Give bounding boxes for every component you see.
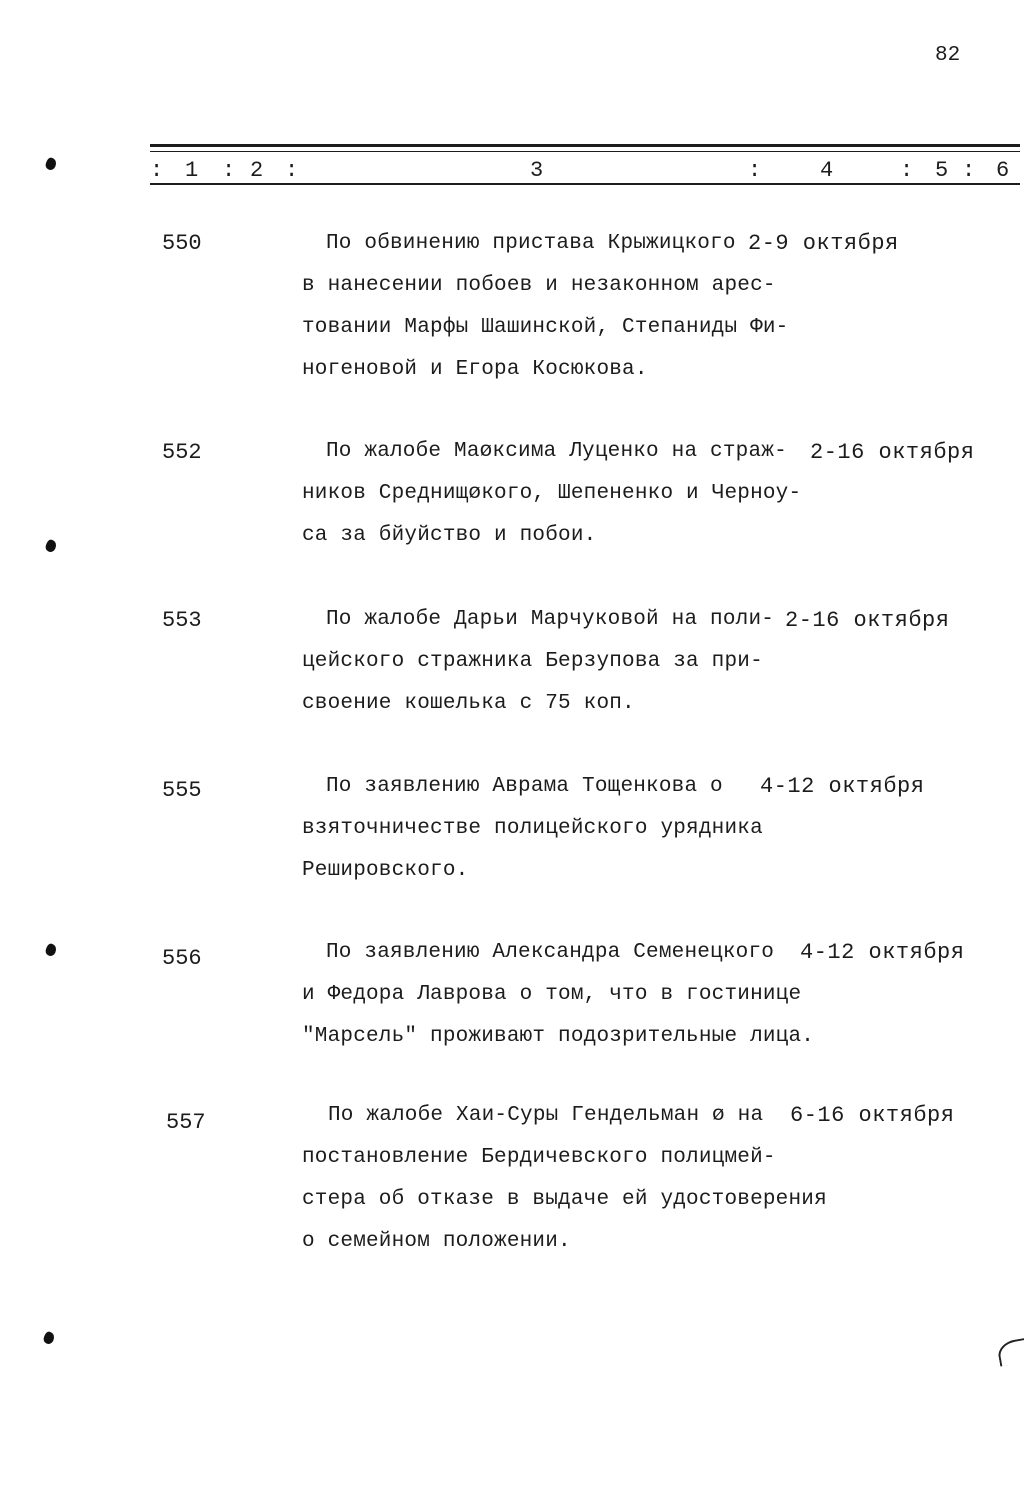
header-separator: : bbox=[962, 158, 976, 183]
binding-hole-mark bbox=[44, 538, 58, 553]
entry-line: постановление Бердичевского полицмей- bbox=[302, 1146, 776, 1169]
binding-hole-mark bbox=[44, 156, 58, 171]
entry-line: ногеновой и Егора Косюкова. bbox=[302, 358, 648, 381]
entry-description bbox=[302, 1095, 827, 1263]
header-col-1: 1 bbox=[185, 158, 199, 183]
margin-pen-mark bbox=[996, 1337, 1024, 1366]
header-col-3: 3 bbox=[530, 158, 544, 183]
header-separator: : bbox=[285, 158, 299, 183]
entry-dates: 2-9 октября bbox=[748, 231, 899, 256]
entry-line: "Марсель" проживают подозрительные лица. bbox=[302, 1025, 815, 1048]
entry-description bbox=[302, 223, 788, 391]
entry-dates: 6-16 октября bbox=[790, 1103, 955, 1128]
header-rule-top-thin bbox=[150, 151, 1020, 152]
entry-line: По жалобе Маøксима Луценко на страж- bbox=[326, 440, 787, 463]
entry-line: взяточничестве полицейского урядника bbox=[302, 817, 763, 840]
header-separator: : bbox=[150, 158, 164, 183]
entry-line: своение кошелька с 75 коп. bbox=[302, 692, 635, 715]
binding-hole-mark bbox=[44, 942, 58, 957]
entry-line: цейского стражника Берзупова за при- bbox=[302, 650, 763, 673]
entry-number: 557 bbox=[166, 1110, 206, 1135]
entry-line: и Федора Лаврова о том, что в гостинице bbox=[302, 983, 802, 1006]
entry-line: ников Среднищøкого, Шепененко и Черноу- bbox=[302, 482, 802, 505]
entry-line: По заявлению Аврама Тощенкова о bbox=[326, 775, 723, 798]
entry-number: 550 bbox=[162, 231, 202, 256]
header-rule-top bbox=[150, 144, 1020, 147]
entry-number: 552 bbox=[162, 440, 202, 465]
entry-line: товании Марфы Шашинской, Степаниды Фи- bbox=[302, 316, 789, 339]
header-rule-bottom bbox=[150, 183, 1020, 185]
header-separator: : bbox=[222, 158, 236, 183]
entry-line: са за бйуйство и побои. bbox=[302, 524, 597, 547]
entry-dates: 2-16 октября bbox=[810, 440, 975, 465]
header-col-5: 5 bbox=[935, 158, 949, 183]
entry-dates: 2-16 октября bbox=[785, 608, 950, 633]
entry-description bbox=[302, 932, 814, 1058]
entry-description bbox=[302, 431, 801, 557]
entry-description bbox=[302, 599, 774, 725]
entry-line: По обвинению пристава Крыжицкого bbox=[326, 232, 736, 255]
binding-hole-mark bbox=[42, 1330, 56, 1345]
header-col-6: 6 bbox=[996, 158, 1010, 183]
entry-line: По жалобе Дарьи Марчуковой на поли- bbox=[326, 608, 775, 631]
entry-line: Решировского. bbox=[302, 859, 469, 882]
header-separator: : bbox=[900, 158, 914, 183]
header-separator: : bbox=[748, 158, 762, 183]
entry-number: 553 bbox=[162, 608, 202, 633]
entry-line: По заявлению Александра Семенецкого bbox=[326, 941, 775, 964]
entry-dates: 4-12 октября bbox=[800, 940, 965, 965]
entry-line: стера об отказе в выдаче ей удостоверения bbox=[302, 1188, 827, 1211]
entry-number: 556 bbox=[162, 946, 202, 971]
entry-line: По жалобе Хаи-Суры Гендельман ø на bbox=[328, 1104, 764, 1127]
page-number: 82 bbox=[935, 44, 961, 67]
entry-line: в нанесении побоев и незаконном арес- bbox=[302, 274, 776, 297]
entry-dates: 4-12 октября bbox=[760, 774, 925, 799]
header-col-2: 2 bbox=[250, 158, 264, 183]
entry-number: 555 bbox=[162, 778, 202, 803]
header-col-4: 4 bbox=[820, 158, 834, 183]
entry-description bbox=[302, 766, 763, 892]
entry-line: о семейном положении. bbox=[302, 1230, 571, 1253]
